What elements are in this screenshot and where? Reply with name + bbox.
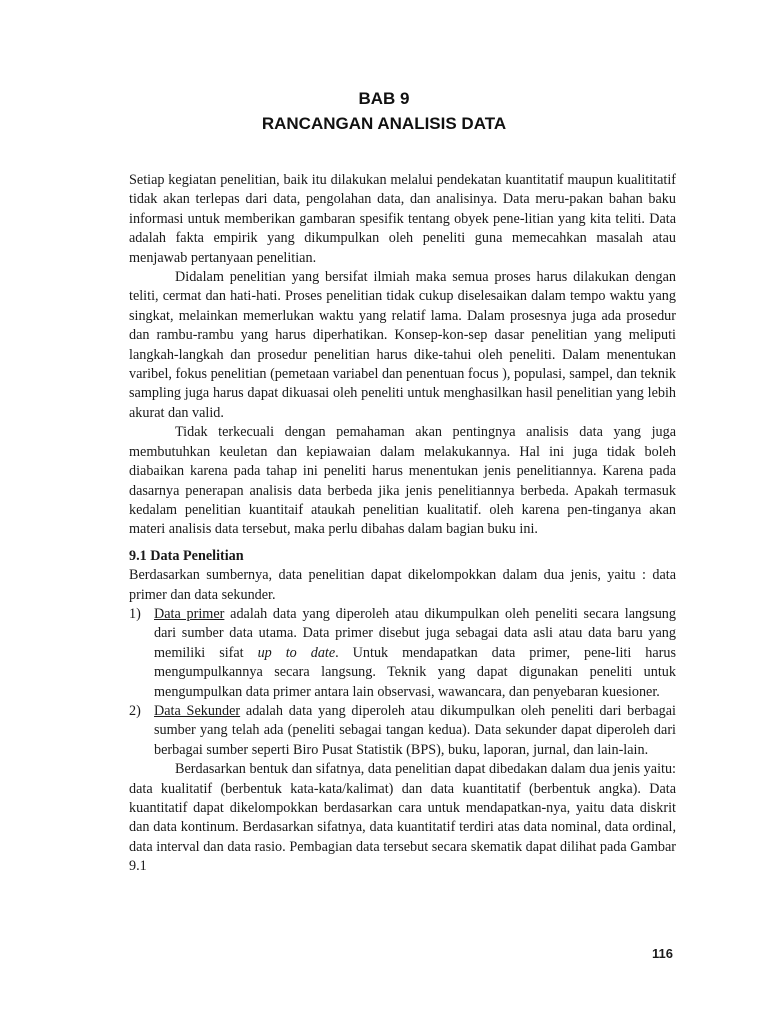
paragraph-data-analysis: Tidak terkecuali dengan pemahaman akan pentingnya analisis data yang juga membutuhkan keuletan dan kepiawaian dalam melakukannya. Hal ini juga tidak boleh diabaikan karena pada tahap ini peneliti harus menentukan jenis penelitiannya. Karena pada dasarnya penerapan analisis data berbeda jika jenis penelitiannya berbeda. Apakah termasuk kedalam penelitian kuantitaif ataukah penelitian kualitatif. oleh karena pen-tinganya akan materi analisis data tersebut, maka perlu dibahas dalam bagian buku ini. xyxy=(129,424,676,538)
list-item-secondary xyxy=(129,702,676,760)
list-text: adalah data yang diperoleh atau dikumpulkan oleh peneliti secara langsung dari sumber data utama. Data primer disebut juga sebagai data asli atau data baru yang memiliki sifat xyxy=(154,605,676,661)
section-intro: Berdasarkan sumbernya, data penelitian dapat dikelompokkan dalam dua jenis, yaitu : data primer dan data sekunder. xyxy=(129,567,676,603)
chapter-label: BAB 9 xyxy=(358,89,410,108)
paragraph-intro: Setiap kegiatan penelitian, baik itu dilakukan melalui pendekatan kuantitatif maupun kualititatif tidak akan terlepas dari data, pengolahan data, dan analisinya. Data meru-pakan bahan baku informasi untuk memberikan gambaran spesifik tentang obyek pene-litian yang kita teliti. Data adalah fakta empirik yang dikumpulkan oleh peneliti guna memecahkan masalah atau menjawab pertanyaan penelitian. xyxy=(129,172,676,266)
list-text: . Untuk mendapatkan data primer, pene-liti harus mengumpulkannya secara langsung. Teknik yang dapat digunakan peneliti untuk mengumpulkan data primer antara lain observasi, wawancara, dan penyebaran kuesioner. xyxy=(154,644,676,700)
list-number: 1) xyxy=(129,605,141,622)
list-number: 2) xyxy=(129,702,141,719)
body-text xyxy=(129,171,676,877)
paragraph-research-process: Didalam penelitian yang bersifat ilmiah maka semua proses harus dilakukan dengan teliti, cermat dan hati-hati. Proses penelitian tidak cukup diselesaikan dalam tempo waktu yang singkat, melainkan memerlukan waktu yang relatif lama. Dalam prosesnya juga ada prosedur dan rambu-rambu yang harus diperhatikan. Konsep-kon-sep dasar penelitian yang meliputi langkah-langkah dan prosedur penelitian harus dike-tahui oleh peneliti. Dalam menentukan varibel, fokus penelitian (pemetaan variabel dan penentuan focus ), populasi, sampel, dan teknik sampling juga harus dapat dikuasai oleh peneliti untuk menghasilkan hasil penelitian yang lebih akurat dan valid. xyxy=(129,269,676,421)
page-number: 116 xyxy=(652,946,673,961)
paragraph-closing: Berdasarkan bentuk dan sifatnya, data penelitian dapat dibedakan dalam dua jenis yaitu: data kualitatif (berbentuk kata-kata/kalimat) dan data kuantitatif (berbentuk angka). Data kuantitatif dapat dikelompokkan berdasarkan cara untuk mendapatkan-nya, yaitu data diskrit dan data kontinum. Berdasarkan sifatnya, data kuantitatif terdiri atas data nominal, data ordinal, data interval dan data rasio. Pembagian data tersebut secara skematik dapat dilihat pada Gambar 9.1 xyxy=(129,761,676,875)
list-text: adalah data yang diperoleh atau dikumpulkan oleh peneliti dari berbagai sumber yang telah ada (peneliti sebagai tangan kedua). Data sekunder dapat diperoleh dari berbagai sumber seperti Biro Pusat Statistik (BPS), buku, laporan, jurnal, dan lain-lain. xyxy=(154,702,676,758)
list-item-primary xyxy=(129,605,676,702)
term-secondary: Data Sekunder xyxy=(154,702,241,719)
term-primary: Data primer xyxy=(154,605,225,622)
section-heading: 9.1 Data Penelitian xyxy=(129,547,244,564)
emphasis-text: up to date xyxy=(257,644,336,661)
data-types-list xyxy=(129,605,676,760)
chapter-title: RANCANGAN ANALISIS DATA xyxy=(261,114,507,133)
